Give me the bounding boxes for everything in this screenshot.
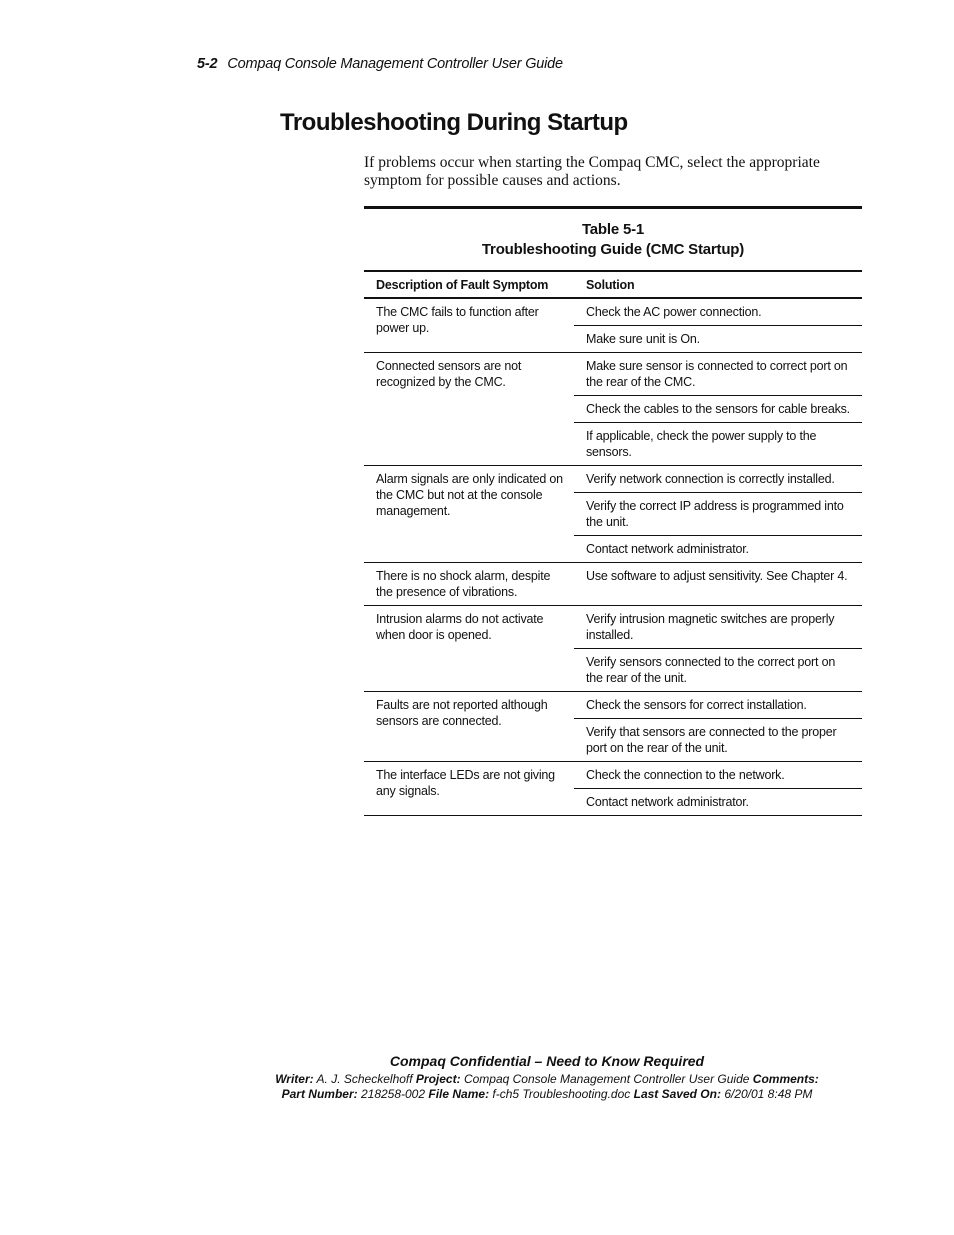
fault-symptom-cell: The CMC fails to function after power up. bbox=[364, 298, 574, 353]
part-number-value: 218258-002 bbox=[360, 1087, 426, 1101]
solution-cell: Check the sensors for correct installation. bbox=[574, 692, 862, 719]
solution-cell: Check the AC power connection. bbox=[574, 298, 862, 326]
table-row bbox=[364, 762, 862, 789]
table-body bbox=[364, 298, 862, 816]
solution-cell: Verify that sensors are connected to the proper port on the rear of the unit. bbox=[574, 719, 862, 762]
solution-cell: Verify the correct IP address is programmed into the unit. bbox=[574, 493, 862, 536]
running-head bbox=[197, 56, 563, 72]
solution-cell: Verify network connection is correctly installed. bbox=[574, 466, 862, 493]
file-name-value: f-ch5 Troubleshooting.doc bbox=[492, 1087, 631, 1101]
solution-cell: If applicable, check the power supply to the sensors. bbox=[574, 423, 862, 466]
fault-symptom-cell: There is no shock alarm, despite the presence of vibrations. bbox=[364, 563, 574, 606]
footer-writer-line bbox=[200, 1072, 894, 1088]
table-caption bbox=[364, 209, 862, 272]
fault-symptom-cell: Alarm signals are only indicated on the CMC but not at the console management. bbox=[364, 466, 574, 563]
fault-table bbox=[364, 272, 862, 816]
part-number-label: Part Number: bbox=[281, 1087, 358, 1101]
solution-cell: Verify sensors connected to the correct port on the rear of the unit. bbox=[574, 649, 862, 692]
table-row bbox=[364, 606, 862, 649]
table-row bbox=[364, 298, 862, 326]
project-value: Compaq Console Management Controller User Guide bbox=[463, 1071, 750, 1086]
file-name-label: File Name: bbox=[428, 1087, 490, 1101]
column-header-solution: Solution bbox=[574, 272, 862, 298]
solution-cell: Contact network administrator. bbox=[574, 536, 862, 563]
comments-label: Comments: bbox=[752, 1071, 819, 1086]
solution-cell: Check the connection to the network. bbox=[574, 762, 862, 789]
page-number: 5-2 bbox=[197, 56, 218, 72]
writer-label: Writer: bbox=[275, 1071, 314, 1086]
intro-paragraph: If problems occur when starting the Compaq CMC, select the appropriate symptom for possible causes and actions. bbox=[364, 154, 820, 189]
solution-cell: Verify intrusion magnetic switches are properly installed. bbox=[574, 606, 862, 649]
confidential-notice: Compaq Confidential – Need to Know Required bbox=[389, 1053, 705, 1069]
footer-file-line bbox=[200, 1087, 894, 1103]
table-number: Table 5-1 bbox=[581, 221, 645, 238]
table-title: Troubleshooting Guide (CMC Startup) bbox=[481, 241, 745, 258]
troubleshooting-table bbox=[364, 206, 862, 816]
solution-cell: Make sure sensor is connected to correct port on the rear of the CMC. bbox=[574, 353, 862, 396]
solution-cell: Make sure unit is On. bbox=[574, 326, 862, 353]
fault-symptom-cell: Faults are not reported although sensors are connected. bbox=[364, 692, 574, 762]
book-title: Compaq Console Management Controller User Guide bbox=[227, 56, 563, 72]
section-title: Troubleshooting During Startup bbox=[280, 109, 628, 136]
writer-value: A. J. Scheckelhoff bbox=[316, 1071, 413, 1086]
solution-cell: Use software to adjust sensitivity. See Chapter 4. bbox=[574, 563, 862, 606]
last-saved-label: Last Saved On: bbox=[633, 1087, 721, 1101]
table-row bbox=[364, 692, 862, 719]
table-header-row bbox=[364, 272, 862, 298]
column-header-symptom: Description of Fault Symptom bbox=[364, 272, 574, 298]
fault-symptom-cell: The interface LEDs are not giving any signals. bbox=[364, 762, 574, 816]
project-label: Project: bbox=[415, 1071, 461, 1086]
solution-cell: Contact network administrator. bbox=[574, 789, 862, 816]
fault-symptom-cell: Connected sensors are not recognized by the CMC. bbox=[364, 353, 574, 466]
fault-symptom-cell: Intrusion alarms do not activate when door is opened. bbox=[364, 606, 574, 692]
table-row bbox=[364, 563, 862, 606]
table-row bbox=[364, 466, 862, 493]
last-saved-value: 6/20/01 8:48 PM bbox=[724, 1087, 813, 1101]
solution-cell: Check the cables to the sensors for cable breaks. bbox=[574, 396, 862, 423]
document-footer bbox=[200, 1054, 894, 1103]
table-row bbox=[364, 353, 862, 396]
